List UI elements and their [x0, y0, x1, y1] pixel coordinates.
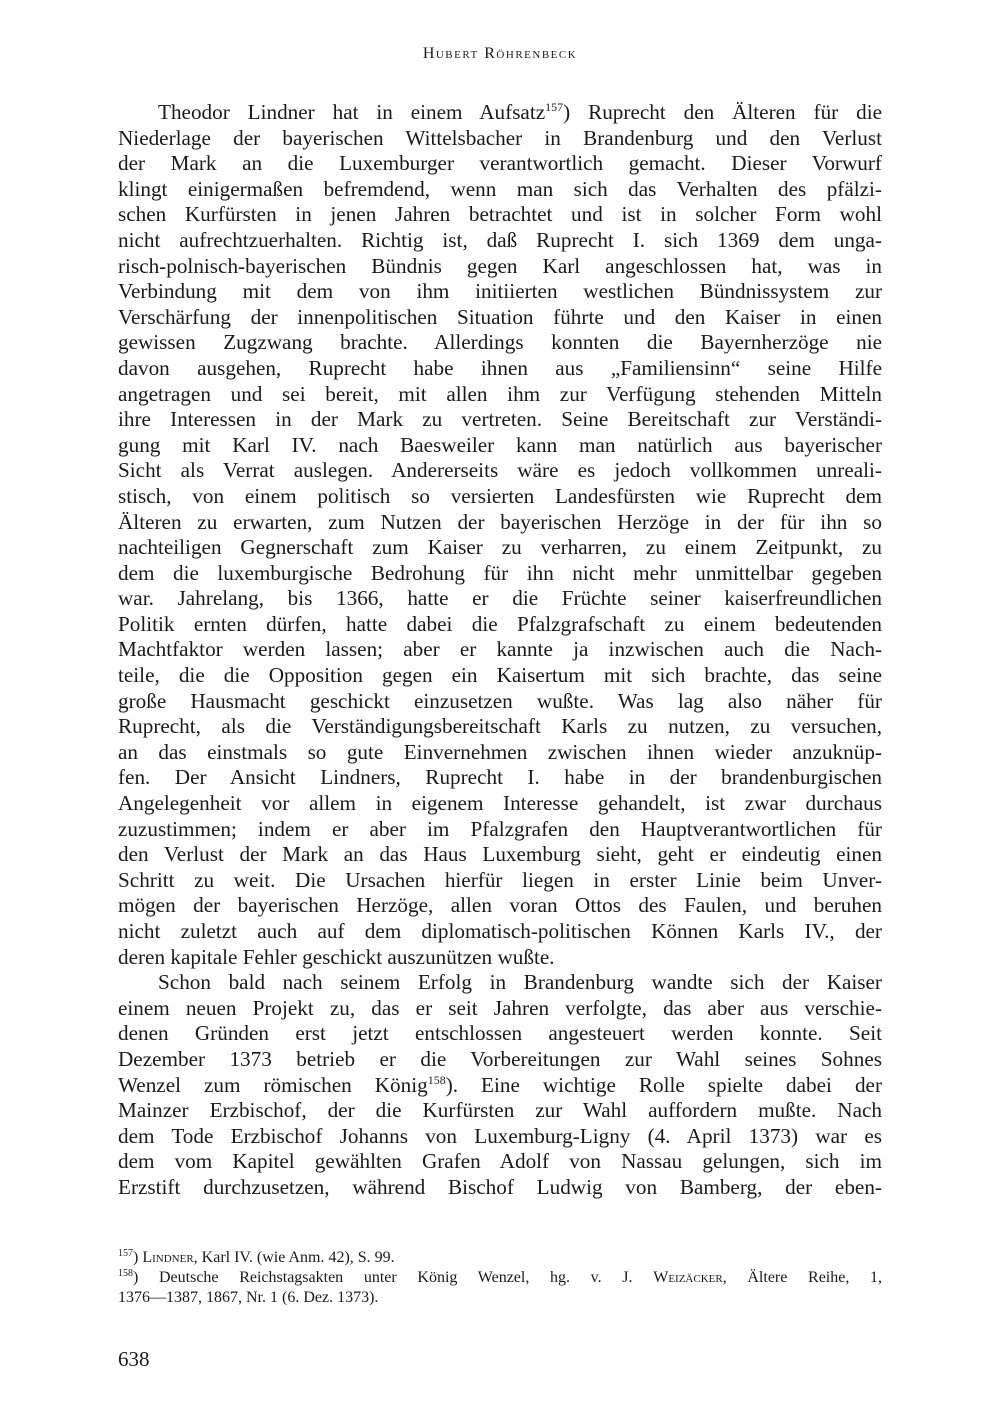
footnote-ref-158[interactable]: 158 [427, 1072, 446, 1087]
text-line: Verschärfung der innenpolitischen Situation führte und den Kaiser in einen [118, 304, 882, 329]
text-line: Ruprecht, als die Verständigungsbereitschaft Karls zu nutzen, zu versuchen, [118, 714, 882, 739]
text-line: fen. Der Ansicht Lindners, Ruprecht I. habe in der brandenburgischen [118, 765, 882, 790]
footnote-number: 157 [118, 1248, 133, 1259]
text-line: einem neuen Projekt zu, das er seit Jahren verfolgte, das aber aus verschie- [118, 995, 882, 1020]
footnote-158 [118, 1268, 882, 1308]
text-line: Wenzel zum römischen König$^{158}$). Eine wichtige Rolle spielte dabei der [118, 1072, 882, 1097]
text-line: Schon bald nach seinem Erfolg in Brandenburg wandte sich der Kaiser [158, 970, 882, 995]
footnote-ref-157[interactable]: 157 [545, 100, 564, 114]
text-line: klingt einigermaßen befremdend, wenn man sich das Verhalten des pfälzi- [118, 176, 882, 201]
text-line: schen Kurfürsten in jenen Jahren betrachtet und ist in solcher Form wohl [118, 202, 882, 227]
text-line: Niederlage der bayerischen Wittelsbacher in Brandenburg und den Verlust [118, 125, 882, 150]
text-line: Machtfaktor werden lassen; aber er kannte ja inzwischen auch die Nach- [118, 637, 882, 662]
text-line: davon ausgehen, Ruprecht habe ihnen aus „Familiensinn“ seine Hilfe [118, 355, 882, 380]
footnote-line: $^{158}$) Deutsche Reichstagsakten unter König Wenzel, hg. v. J. Weizäcker, Ältere Reihe, 1, [118, 1268, 883, 1286]
text-line: an das einstmals so gute Einvernehmen zwischen ihnen wieder anzuknüp- [118, 739, 882, 764]
text-line: risch-polnisch-bayerischen Bündnis gegen Karl angeschlossen hat, was in [118, 253, 882, 278]
text-line: Verbindung mit dem von ihm initiierten westlichen Bündnissystem zur [118, 279, 882, 304]
text-line: denen Gründen erst jetzt entschlossen angesteuert werden konnte. Seit [118, 1021, 882, 1046]
text-line: dem vom Kapitel gewählten Grafen Adolf von Nassau gelungen, sich im [118, 1149, 882, 1174]
text-line: Schritt zu weit. Die Ursachen hierfür liegen in erster Linie beim Unver- [118, 867, 882, 892]
text-line: dem die luxemburgische Bedrohung für ihn nicht mehr unmittelbar gegeben [118, 560, 882, 585]
text-line: Mainzer Erzbischof, der die Kurfürsten zur Wahl auffordern mußte. Nach [118, 1098, 882, 1123]
text-line: Angelegenheit vor allem in eigenem Interesse gehandelt, ist zwar durchaus [118, 791, 882, 816]
text-line: Politik ernten dürfen, hatte dabei die Pfalzgrafschaft zu einem bedeutenden [118, 611, 882, 636]
text-line: ihre Interessen in der Mark zu vertreten. Seine Bereitschaft zur Verständi- [118, 407, 882, 432]
text-line: deren kapitale Fehler geschickt auszunützen wußte. [118, 944, 555, 969]
text-line: nicht aufrechtzuerhalten. Richtig ist, daß Ruprecht I. sich 1369 dem unga- [118, 227, 882, 252]
text-line: teile, die die Opposition gegen ein Kaisertum mit sich brachte, das seine [118, 663, 882, 688]
text-line: Dezember 1373 betrieb er die Vorbereitungen zur Wahl seines Sohnes [118, 1046, 882, 1071]
text-line: dem Tode Erzbischof Johanns von Luxemburg-Ligny (4. April 1373) war es [118, 1123, 882, 1148]
text-line: den Verlust der Mark an das Haus Luxemburg sieht, geht er eindeutig einen [118, 842, 882, 867]
text-line: der Mark an die Luxemburger verantwortlich gemacht. Dieser Vorwurf [118, 151, 882, 176]
running-head: Hubert Röhrenbeck [422, 45, 578, 62]
paragraph-2 [118, 970, 882, 1200]
text-line: nachteiligen Gegnerschaft zum Kaiser zu verharren, zu einem Zeitpunkt, zu [118, 535, 882, 560]
footnotes [118, 1248, 882, 1308]
text-line: mögen der bayerischen Herzöge, allen voran Ottos des Faulen, und beruhen [118, 893, 882, 918]
footnote-157 [118, 1248, 882, 1268]
text-line: zuzustimmen; indem er aber im Pfalzgrafen den Hauptverantwortlichen für [118, 816, 882, 841]
paragraph-1 [118, 100, 882, 970]
footnote-number: 158 [118, 1268, 133, 1279]
text-line: Älteren zu erwarten, zum Nutzen der bayerischen Herzöge in der für ihn so [118, 509, 882, 534]
page-number: 638 [118, 1347, 150, 1371]
footnote-line: 1376—1387, 1867, Nr. 1 (6. Dez. 1373). [118, 1289, 379, 1306]
text-line: große Hausmacht geschickt einzusetzen wußte. Was lag also näher für [118, 688, 882, 713]
text-line: Erzstift durchzusetzen, während Bischof Ludwig von Bamberg, der eben- [118, 1174, 882, 1199]
text-line: nicht zuletzt auch auf dem diplomatisch-politischen Können Karls IV., der [118, 919, 882, 943]
text-line: war. Jahrelang, bis 1366, hatte er die Früchte seiner kaiserfreundlichen [118, 586, 882, 611]
text-line: Theodor Lindner hat in einem Aufsatz$^{157}$) Ruprecht den Älteren für die [158, 100, 883, 124]
footnote-line: $^{157}$) Lindner, Karl IV. (wie Anm. 42), S. 99. [118, 1248, 395, 1266]
text-line: angetragen und sei bereit, mit allen ihm zur Verfügung stehenden Mitteln [118, 381, 882, 406]
body-text [118, 100, 882, 1201]
text-line: stisch, von einem politisch so versierten Landesfürsten wie Ruprecht dem [118, 483, 882, 508]
text-line: gewissen Zugzwang brachte. Allerdings konnten die Bayernherzöge nie [118, 330, 882, 355]
text-line: Sicht als Verrat auslegen. Andererseits wäre es jedoch vollkommen unreali- [118, 458, 882, 483]
text-line: gung mit Karl IV. nach Baesweiler kann man natürlich aus bayerischer [118, 432, 882, 457]
